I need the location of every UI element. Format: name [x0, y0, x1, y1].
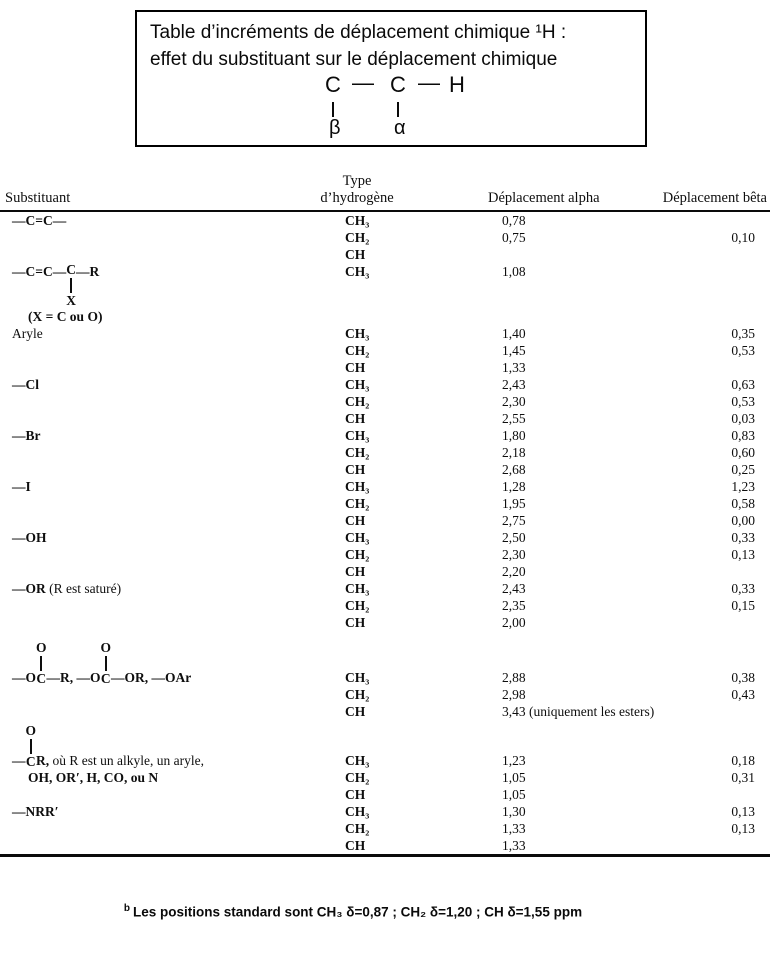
hydrogen-type-column — [345, 724, 502, 803]
hydrogen-type-column — [345, 263, 502, 280]
beta-value — [718, 359, 755, 376]
beta-value: 0,63 — [731, 377, 755, 392]
substituent-group — [5, 529, 755, 580]
alpha-value — [502, 246, 718, 263]
beta-value-column — [718, 478, 755, 529]
beta-value-column — [718, 724, 755, 803]
substituent-line — [12, 529, 345, 546]
substituent-cell — [5, 529, 345, 546]
hydrogen-type: CH₃ — [345, 428, 370, 443]
beta-value — [718, 563, 755, 580]
substituent-line — [12, 641, 345, 686]
beta-value: 0,58 — [731, 496, 755, 511]
alpha-value: 2,88 — [502, 670, 526, 685]
hydrogen-type-column — [345, 580, 502, 631]
header-type-hydrogene — [298, 173, 416, 207]
beta-value: 0,10 — [731, 230, 755, 245]
beta-value — [718, 703, 755, 720]
atom-label: O — [36, 640, 47, 655]
header-type-line2: d’hydrogène — [320, 190, 394, 206]
double-bond-structure — [36, 641, 47, 686]
alpha-value: 1,33 — [502, 360, 526, 375]
alpha-value-column — [502, 427, 718, 478]
substituent-group — [5, 803, 755, 854]
alpha-value: 0,78 — [502, 213, 526, 228]
hydrogen-type: CH₃ — [345, 530, 370, 545]
substituent-line — [12, 580, 345, 597]
substituent-text: —R, —O — [46, 670, 101, 685]
beta-value: 0,13 — [731, 547, 755, 562]
beta-label: β — [329, 117, 341, 139]
substituent-line — [12, 263, 345, 308]
substituent-line — [12, 376, 345, 393]
substituent-text: où R est un alkyle, un aryle, — [49, 753, 204, 768]
hydrogen-type: CH₃ — [345, 264, 370, 279]
single-bond-beta-icon — [332, 102, 334, 117]
ch-bond-icon: — — [418, 70, 440, 95]
alpha-value: 1,40 — [502, 326, 526, 341]
hydrogen-type-column — [345, 803, 502, 854]
beta-value: 0,13 — [731, 804, 755, 819]
atom-label: X — [66, 293, 76, 308]
footnote — [5, 903, 755, 920]
substituent-group — [5, 641, 755, 720]
beta-value-column — [718, 263, 755, 280]
header-deplacement-beta: Déplacement bêta — [662, 190, 767, 206]
substituent-line — [12, 427, 345, 444]
beta-value: 0,38 — [731, 670, 755, 685]
substituent-cell — [5, 803, 345, 820]
alpha-value-column — [502, 376, 718, 427]
hydrogen-type: CH₂ — [345, 547, 370, 562]
alpha-value: 1,05 — [502, 787, 526, 802]
alpha-value: 2,68 — [502, 462, 526, 477]
hydrogen-type-column — [345, 427, 502, 478]
double-bond-icon — [105, 656, 107, 671]
double-bond-icon — [70, 278, 72, 293]
substituent-text: (X = C ou O) — [28, 309, 103, 324]
substituent-text: — — [12, 753, 26, 768]
beta-value — [718, 246, 755, 263]
double-bond-structure — [26, 724, 37, 769]
beta-value: 0,83 — [731, 428, 755, 443]
beta-value: 0,53 — [731, 394, 755, 409]
hydrogen-type: CH — [345, 462, 366, 477]
hydrogen-type-column — [345, 325, 502, 376]
hydrogen-type: CH₃ — [345, 377, 370, 392]
substituent-text: —OH — [12, 530, 47, 545]
alpha-value: 2,43 — [502, 581, 526, 596]
beta-value — [718, 212, 755, 229]
substituent-line — [12, 724, 345, 769]
header-type-line1: Type — [342, 173, 372, 189]
hydrogen-type: CH — [345, 360, 366, 375]
beta-value: 1,23 — [731, 479, 755, 494]
beta-value: 0,31 — [731, 770, 755, 785]
hydrogen-type: CH₃ — [345, 753, 370, 768]
substituent-line — [12, 803, 345, 820]
hydrogen-type: CH₂ — [345, 770, 370, 785]
alpha-note: (uniquement les esters) — [525, 704, 655, 719]
hydrogen-type: CH — [345, 615, 366, 630]
hydrogen-type: CH₂ — [345, 230, 370, 245]
hydrogen-type: CH₂ — [345, 821, 370, 836]
hydrogen-type: CH — [345, 838, 366, 853]
substituent-text: OH, OR′, H, CO, ou N — [28, 770, 159, 785]
substituent-group — [5, 325, 755, 376]
atom-label: O — [25, 723, 37, 738]
alpha-value: 2,75 — [502, 513, 526, 528]
title-box — [135, 10, 647, 147]
substituent-text: —OR — [12, 581, 46, 596]
substituent-text: (R est saturé) — [45, 581, 122, 596]
substituent-text: —I — [12, 479, 31, 494]
substituent-cell — [5, 641, 345, 686]
hydrogen-type: CH — [345, 787, 366, 802]
alpha-value: 2,30 — [502, 547, 526, 562]
double-bond-structure — [66, 263, 76, 308]
hydrogen-type: CH — [345, 704, 366, 719]
hydrogen-type: CH₂ — [345, 496, 370, 511]
substituent-line — [12, 478, 345, 495]
header-substituant: Substituant — [5, 190, 71, 206]
beta-value — [718, 263, 755, 280]
hydrogen-type: CH₂ — [345, 343, 370, 358]
alpha-value: 2,55 — [502, 411, 526, 426]
beta-value: 0,13 — [731, 821, 755, 836]
atom-label: C — [36, 671, 47, 686]
hydrogen-type-column — [345, 478, 502, 529]
beta-value: 0,25 — [731, 462, 755, 477]
substituent-cell — [5, 263, 345, 325]
beta-value: 0,03 — [731, 411, 755, 426]
double-bond-icon — [30, 739, 32, 754]
table-body — [5, 212, 755, 854]
beta-value-column — [718, 803, 755, 854]
alpha-value: 3,43 (uniquement les esters) — [502, 704, 655, 719]
hydrogen-type-column — [345, 529, 502, 580]
beta-value-column — [718, 427, 755, 478]
substituent-text: —C=C— — [12, 264, 67, 279]
substituent-cell — [5, 376, 345, 393]
footnote-text: Les positions standard sont CH₃ δ=0,87 ; CH₂ δ=1,20 ; CH δ=1,55 ppm — [133, 904, 583, 919]
hydrogen-type: CH₂ — [345, 687, 370, 702]
substituent-cell — [5, 325, 345, 342]
substituent-text: Aryle — [12, 326, 43, 341]
alpha-value: 1,45 — [502, 343, 526, 358]
hydrogen-atom: H — [449, 72, 465, 97]
beta-value: 0,15 — [731, 598, 755, 613]
substituent-group — [5, 478, 755, 529]
bottom-rule — [0, 854, 770, 857]
title-line-2: effet du substituant sur le déplacement chimique — [150, 49, 558, 70]
substituent-text: R, — [36, 753, 50, 768]
hydrogen-type: CH₂ — [345, 598, 370, 613]
substituent-line — [12, 212, 345, 229]
footnote-marker: b — [123, 902, 131, 914]
alpha-value: 2,43 — [502, 377, 526, 392]
substituent-text: —Cl — [12, 377, 39, 392]
substituent-line — [12, 769, 345, 786]
substituent-group — [5, 427, 755, 478]
beta-value — [718, 786, 755, 803]
alpha-value: 2,98 — [502, 687, 526, 702]
hydrogen-type-column — [345, 376, 502, 427]
alpha-value: 1,08 — [502, 264, 526, 279]
page-title — [137, 12, 645, 73]
hydrogen-type: CH₃ — [345, 479, 370, 494]
beta-value: 0,43 — [731, 687, 755, 702]
alpha-value-column — [502, 641, 718, 720]
title-line-1: Table d’incréments de déplacement chimique ¹H : — [150, 22, 567, 43]
beta-value-column — [718, 641, 755, 720]
hydrogen-type-column — [345, 641, 502, 720]
cch-structure-diagram — [137, 70, 645, 143]
alpha-value-column — [502, 529, 718, 580]
alpha-value-column — [502, 803, 718, 854]
table-header — [0, 160, 770, 212]
beta-value — [718, 837, 755, 854]
alpha-value: 0,75 — [502, 230, 526, 245]
alpha-value: 2,50 — [502, 530, 526, 545]
alpha-value: 1,33 — [502, 821, 526, 836]
cc-bond-icon: — — [352, 70, 374, 95]
alpha-value: 1,80 — [502, 428, 526, 443]
carbon-beta-atom: C — [325, 72, 341, 97]
hydrogen-type: CH₃ — [345, 670, 370, 685]
beta-value: 0,00 — [731, 513, 755, 528]
substituent-line — [12, 325, 345, 342]
alpha-value: 2,18 — [502, 445, 526, 460]
hydrogen-type: CH₃ — [345, 213, 370, 228]
beta-value: 0,60 — [731, 445, 755, 460]
beta-value: 0,33 — [731, 530, 755, 545]
alpha-value-column — [502, 580, 718, 631]
alpha-value-column — [502, 724, 718, 803]
hydrogen-type-column — [345, 212, 502, 263]
substituent-group — [5, 580, 755, 631]
alpha-value: 2,35 — [502, 598, 526, 613]
substituent-cell — [5, 724, 345, 786]
alpha-value: 1,28 — [502, 479, 526, 494]
beta-value: 0,53 — [731, 343, 755, 358]
atom-label: C — [25, 754, 36, 769]
substituent-cell — [5, 478, 345, 495]
substituent-cell — [5, 212, 345, 229]
atom-label: C — [100, 671, 111, 686]
hydrogen-type: CH₃ — [345, 581, 370, 596]
alpha-value: 2,20 — [502, 564, 526, 579]
beta-value-column — [718, 376, 755, 427]
substituent-text: —Br — [12, 428, 41, 443]
alpha-value: 1,95 — [502, 496, 526, 511]
hydrogen-type: CH₃ — [345, 804, 370, 819]
substituent-group — [5, 212, 755, 263]
hydrogen-type: CH₂ — [345, 445, 370, 460]
hydrogen-type: CH₂ — [345, 394, 370, 409]
double-bond-structure — [101, 641, 112, 686]
hydrogen-type: CH — [345, 513, 366, 528]
alpha-value: 2,30 — [502, 394, 526, 409]
carbon-alpha-atom: C — [390, 72, 406, 97]
substituent-text: —OR, —OAr — [111, 670, 192, 685]
alpha-label: α — [394, 117, 406, 139]
alpha-value: 1,33 — [502, 838, 526, 853]
substituent-text: —O — [12, 670, 37, 685]
substituent-line — [12, 308, 345, 325]
beta-value: 0,18 — [731, 753, 755, 768]
atom-label: O — [100, 640, 112, 655]
alpha-value-column — [502, 478, 718, 529]
document-page — [0, 10, 770, 919]
alpha-value: 1,23 — [502, 753, 526, 768]
beta-value: 0,33 — [731, 581, 755, 596]
hydrogen-type: CH — [345, 411, 366, 426]
single-bond-alpha-icon — [397, 102, 399, 117]
substituent-group — [5, 376, 755, 427]
beta-value-column — [718, 325, 755, 376]
beta-value — [718, 614, 755, 631]
alpha-value-column — [502, 325, 718, 376]
substituent-text: —R — [75, 264, 100, 279]
substituent-group — [5, 263, 755, 325]
substituent-group — [5, 724, 755, 803]
double-bond-icon — [40, 656, 42, 671]
beta-value-column — [718, 580, 755, 631]
alpha-value: 2,00 — [502, 615, 526, 630]
beta-value-column — [718, 529, 755, 580]
beta-value-column — [718, 212, 755, 263]
substituent-text: —C=C— — [12, 213, 67, 228]
alpha-value-column — [502, 212, 718, 263]
alpha-value: 1,05 — [502, 770, 526, 785]
hydrogen-type: CH₃ — [345, 326, 370, 341]
hydrogen-type: CH — [345, 564, 366, 579]
substituent-text: —NRR′ — [12, 804, 59, 819]
beta-value: 0,35 — [731, 326, 755, 341]
atom-label: C — [66, 262, 76, 277]
substituent-cell — [5, 580, 345, 597]
hydrogen-type: CH — [345, 247, 366, 262]
alpha-value-column — [502, 263, 718, 280]
substituent-cell — [5, 427, 345, 444]
alpha-value: 1,30 — [502, 804, 526, 819]
header-deplacement-alpha: Déplacement alpha — [488, 190, 600, 206]
